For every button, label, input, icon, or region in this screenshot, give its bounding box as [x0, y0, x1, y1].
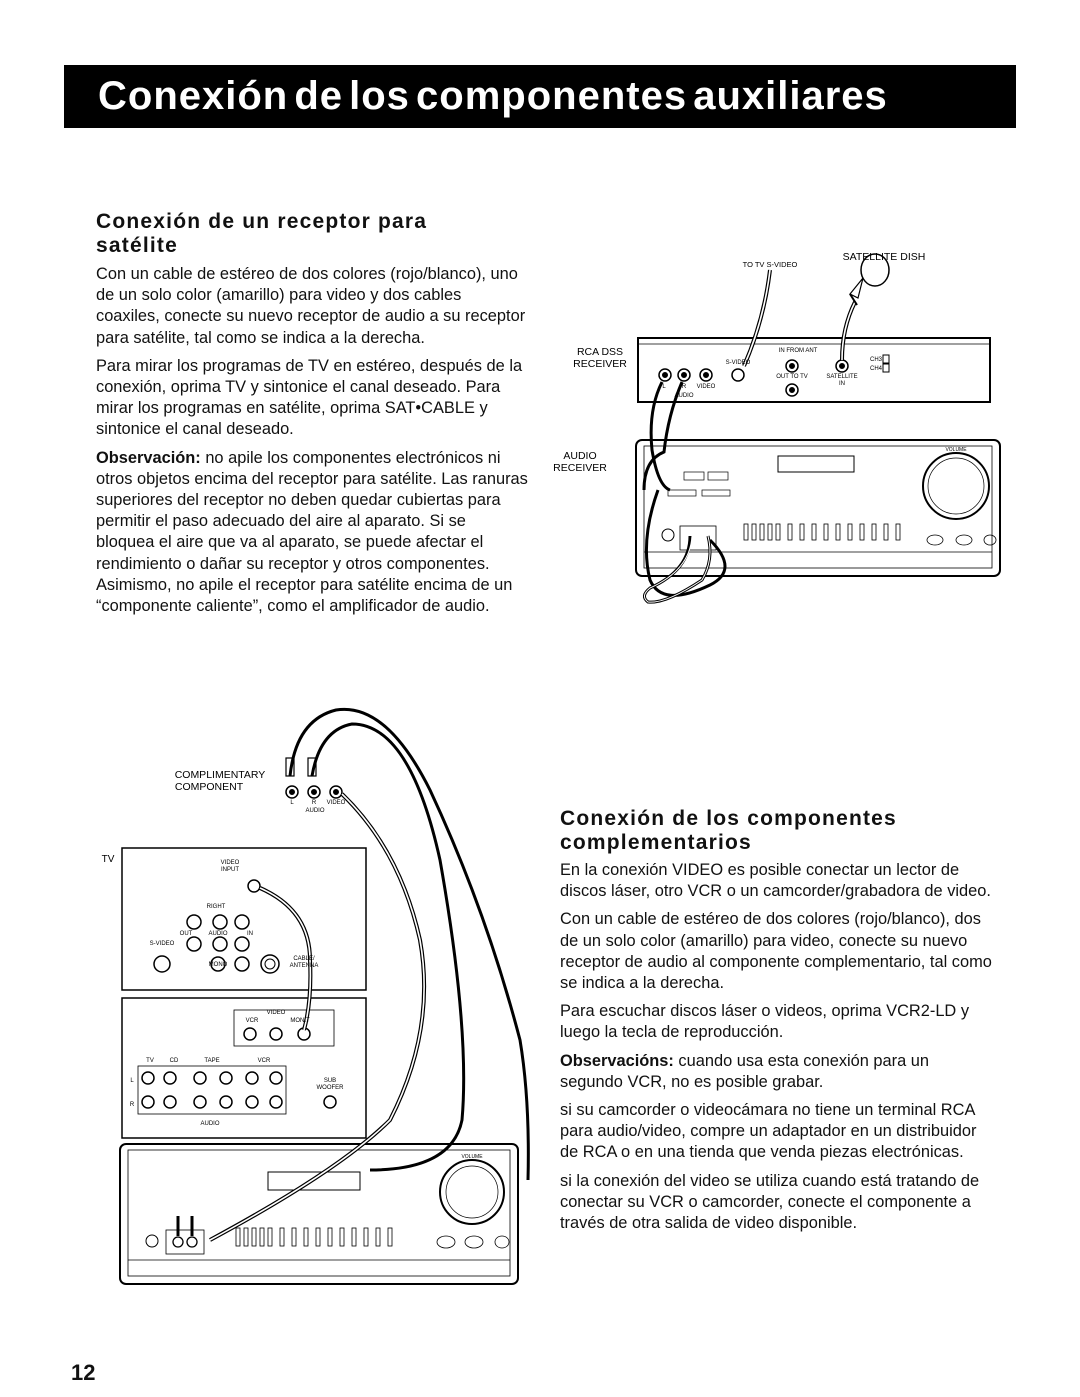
satellite-note	[96, 448, 528, 618]
complementary-paragraph-5: si la conexión del video se utiliza cuando está tratando de conectar su VCR o camcorder, conecte el componente a través de otra salida de video disponible.	[560, 1171, 980, 1233]
front-volume-knob-icon	[440, 1160, 504, 1224]
page-number: 12	[71, 1360, 96, 1385]
back-l-label: L	[130, 1078, 134, 1084]
page-title: Conexión de los componentes auxiliares	[98, 74, 888, 118]
satellite-note-label: Observación:	[96, 448, 201, 467]
section-title-satellite-line1: Conexión de un receptor para	[96, 210, 428, 233]
satellite-dish-label: SATELLITE DISH	[842, 251, 926, 263]
right-label: RIGHT	[206, 904, 226, 910]
satellite-paragraph-2: Para mirar los programas de TV en estéreo, después de la conexión, oprima TV y sintonice el canal deseado. Para mirar los programas en satélite, oprima SAT•CABLE y sintonice el canal deseado.	[96, 356, 523, 439]
tv-back-panel	[122, 848, 366, 990]
complimentary-label-1: COMPLIMENTARY	[174, 769, 266, 781]
satellite-connection-diagram	[540, 240, 1010, 610]
tv-out-label: OUT	[179, 931, 193, 937]
back-vcr-label: VCR	[245, 1018, 259, 1024]
out-to-tv-label: OUT TO TV	[776, 374, 808, 380]
audio-receiver-label-1: AUDIO	[563, 450, 597, 462]
section-title-complementary-line2: complementarios	[560, 831, 752, 854]
sub-woofer-label-1: SUB	[323, 1078, 337, 1084]
back-r-label: R	[129, 1102, 135, 1108]
back-tv-label: TV	[146, 1058, 154, 1064]
complementary-note	[560, 1051, 996, 1093]
comp-l-label: L	[290, 800, 294, 806]
satellite-in-label-1: SATELLITE	[826, 374, 858, 380]
section-title-satellite	[96, 210, 427, 258]
complementary-paragraph-4: si su camcorder o videocámara no tiene un terminal RCA para audio/video, compre un adaptador en un distribuidor de RCA o en una tienda que venda piezas electrónicas.	[560, 1101, 977, 1162]
rca-dss-label-1: RCA DSS	[576, 346, 624, 358]
header-banner	[64, 65, 1016, 128]
receiver-volume-label: VOLUME	[945, 447, 967, 453]
complementary-paragraph-2: Con un cable de estéreo de dos colores (rojo/blanco), dos de un solo color (amarillo) para video, conecte su nuevo receptor de audio al componente complementario, tal como se indica a la derecha.	[560, 910, 992, 993]
cable-antenna-label-2: ANTENNA	[289, 963, 319, 969]
back-video-label: VIDEO	[266, 1010, 286, 1016]
dss-r-label: R	[681, 384, 687, 390]
satellite-paragraph-1: Con un cable de estéreo de dos colores (rojo/blanco), uno de un solo color (amarillo) para video y dos cables coaxiles, conecte su nuevo receptor de audio a su receptor para satélite, tal como se indica a la derecha.	[96, 265, 526, 347]
complementary-paragraph-3: Para escuchar discos láser o videos, oprima VCR2-LD y luego la tecla de reproducción.	[560, 1002, 970, 1042]
complementary-paragraph-1: En la conexión VIDEO es posible conectar un lector de discos láser, otro VCR o un camcorder/grabadora de video.	[560, 861, 991, 901]
ch3-label: CH3	[869, 357, 883, 363]
comp-video-label: VIDEO	[326, 800, 346, 806]
complementary-body	[560, 860, 996, 1241]
rca-dss-label-2: RECEIVER	[573, 358, 627, 370]
dss-l-label: L	[662, 384, 666, 390]
complimentary-label-2: COMPONENT	[174, 781, 244, 793]
complementary-note-label: Observacións:	[560, 1051, 674, 1070]
satellite-body	[96, 264, 528, 624]
tv-audio-label: AUDIO	[208, 931, 228, 937]
audio-receiver-label-2: RECEIVER	[553, 462, 607, 474]
cable-antenna-label-1: CABLE/	[293, 956, 315, 962]
complementary-note-text: cuando usa esta conexión para un segundo VCR, no es posible grabar.	[560, 1051, 930, 1091]
section-title-satellite-line2: satélite	[96, 234, 178, 257]
back-audio-label: AUDIO	[200, 1121, 220, 1127]
dss-audio-label: AUDIO	[674, 393, 694, 399]
video-input-label-2: INPUT	[221, 867, 239, 873]
tv-in-label: IN	[247, 931, 253, 937]
volume-knob-icon	[923, 453, 989, 519]
back-tape-label: TAPE	[204, 1058, 220, 1064]
back-monit-label: MONIT	[290, 1018, 310, 1024]
satellite-note-text: no apile los componentes electrónicos ni otros objetos encima del receptor para satélite. Las ranuras superiores del receptor no deben quedar cubiertas para permitir el paso adecuado del aire al aparato. Si se bloquea el aire que va al aparato, se puede afectar el rendimiento o dañar su receptor y otros componentes. Asimismo, no apile el receptor para satélite encima de un “componente caliente”, como el amplificador de audio.	[96, 448, 528, 616]
satellite-in-label-2: IN	[839, 381, 845, 387]
back-vcr-audio-label: VCR	[257, 1058, 271, 1064]
comp-audio-label: AUDIO	[305, 808, 325, 814]
in-from-ant-label: IN FROM ANT	[778, 348, 818, 354]
front-volume-label: VOLUME	[461, 1154, 483, 1160]
to-tv-s-video-label: TO TV S-VIDEO	[742, 260, 798, 269]
mono-label: MONO	[208, 962, 228, 968]
section-title-complementary-line1: Conexión de los componentes	[560, 807, 897, 830]
sub-woofer-label-2: WOOFER	[316, 1085, 344, 1091]
receiver-back-panel	[122, 998, 366, 1138]
back-cd-label: CD	[169, 1058, 179, 1064]
dss-s-video-label: S-VIDEO	[725, 360, 751, 366]
tv-s-video-label: S-VIDEO	[149, 941, 175, 947]
section-title-complementary	[560, 807, 897, 855]
dss-video-label: VIDEO	[696, 384, 716, 390]
comp-r-label: R	[311, 800, 317, 806]
tv-label: TV	[101, 854, 115, 865]
complementary-connection-diagram	[90, 700, 540, 1300]
ch4-label: CH4	[869, 366, 883, 372]
video-input-label-1: VIDEO	[220, 860, 240, 866]
